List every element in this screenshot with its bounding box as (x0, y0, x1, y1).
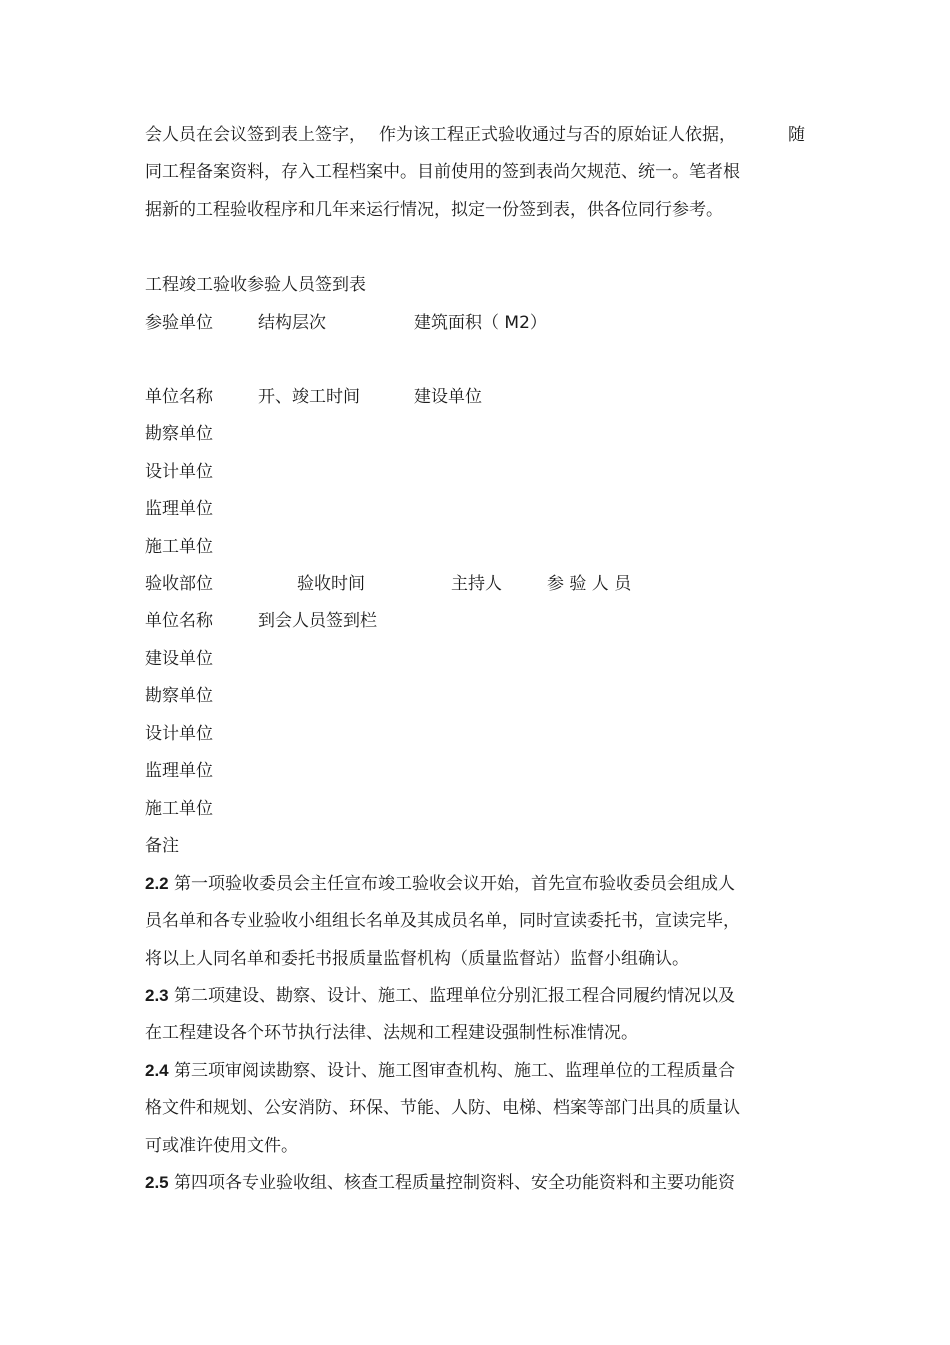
table-cell: 参 验 人 员 (547, 574, 632, 594)
intro-line-3: 据新的工程验收程序和几年来运行情况，拟定一份签到表，供各位同行参考。 (145, 200, 723, 220)
section-2-4-line-1 (145, 1059, 735, 1083)
table-cell: 验收部位 (145, 574, 213, 594)
section-2-2-line-3: 将以上人同名单和委托书报质量监督机构（质量监督站）监督小组确认。 (145, 949, 689, 969)
table-cell: 参验单位 (145, 313, 213, 333)
table-cell: 建筑面积（ M2） (414, 313, 547, 333)
table-unit-row: 勘察单位 (145, 424, 213, 444)
intro-line-2: 同工程备案资料，存入工程档案中。目前使用的签到表尚欠规范、统一。笔者根 (145, 162, 740, 182)
table-unit-row: 勘察单位 (145, 686, 213, 706)
section-2-5-line-1 (145, 1171, 735, 1195)
table-title: 工程竣工验收参验人员签到表 (145, 275, 366, 295)
section-2-4-line-3: 可或准许使用文件。 (145, 1136, 298, 1156)
table-unit-row: 监理单位 (145, 761, 213, 781)
table-cell: 单位名称 (145, 387, 213, 407)
section-text: 第三项审阅读勘察、设计、施工图审查机构、施工、监理单位的工程质量合 (174, 1061, 736, 1081)
section-number: 2.2 (145, 874, 169, 893)
intro-line-1-part-b: 作为该工程正式验收通过与否的原始证人依据， (379, 125, 736, 145)
table-unit-row: 设计单位 (145, 462, 213, 482)
table-cell: 开、竣工时间 (258, 387, 360, 407)
section-text: 第二项建设、勘察、设计、施工、监理单位分别汇报工程合同履约情况以及 (174, 986, 736, 1006)
section-2-3-line-2: 在工程建设各个环节执行法律、法规和工程建设强制性标准情况。 (145, 1023, 638, 1043)
table-unit-row: 施工单位 (145, 537, 213, 557)
table-cell: 单位名称 (145, 611, 213, 631)
section-text: 第一项验收委员会主任宣布竣工验收会议开始，首先宣布验收委员会组成人 (174, 874, 736, 894)
section-number: 2.5 (145, 1173, 169, 1192)
table-cell: 验收时间 (297, 574, 365, 594)
table-unit-row: 设计单位 (145, 724, 213, 744)
section-number: 2.3 (145, 986, 169, 1005)
section-number: 2.4 (145, 1061, 169, 1080)
table-unit-row: 施工单位 (145, 799, 213, 819)
section-text: 第四项各专业验收组、核查工程质量控制资料、安全功能资料和主要功能资 (174, 1173, 736, 1193)
table-unit-row: 监理单位 (145, 499, 213, 519)
table-cell: 主持人 (451, 574, 502, 594)
intro-line-1-part-a: 会人员在会议签到表上签字， (145, 125, 366, 145)
table-unit-row: 建设单位 (145, 649, 213, 669)
table-cell: 到会人员签到栏 (258, 611, 377, 631)
table-cell: 结构层次 (258, 313, 326, 333)
section-2-2-line-1 (145, 872, 735, 896)
section-2-2-line-2: 员名单和各专业验收小组组长名单及其成员名单，同时宣读委托书，宣读完毕， (145, 911, 740, 931)
table-cell: 建设单位 (414, 387, 482, 407)
table-remark: 备注 (145, 836, 179, 856)
section-2-4-line-2: 格文件和规划、公安消防、环保、节能、人防、电梯、档案等部门出具的质量认 (145, 1098, 740, 1118)
intro-line-1-part-c: 随 (788, 125, 805, 145)
section-2-3-line-1 (145, 984, 735, 1008)
